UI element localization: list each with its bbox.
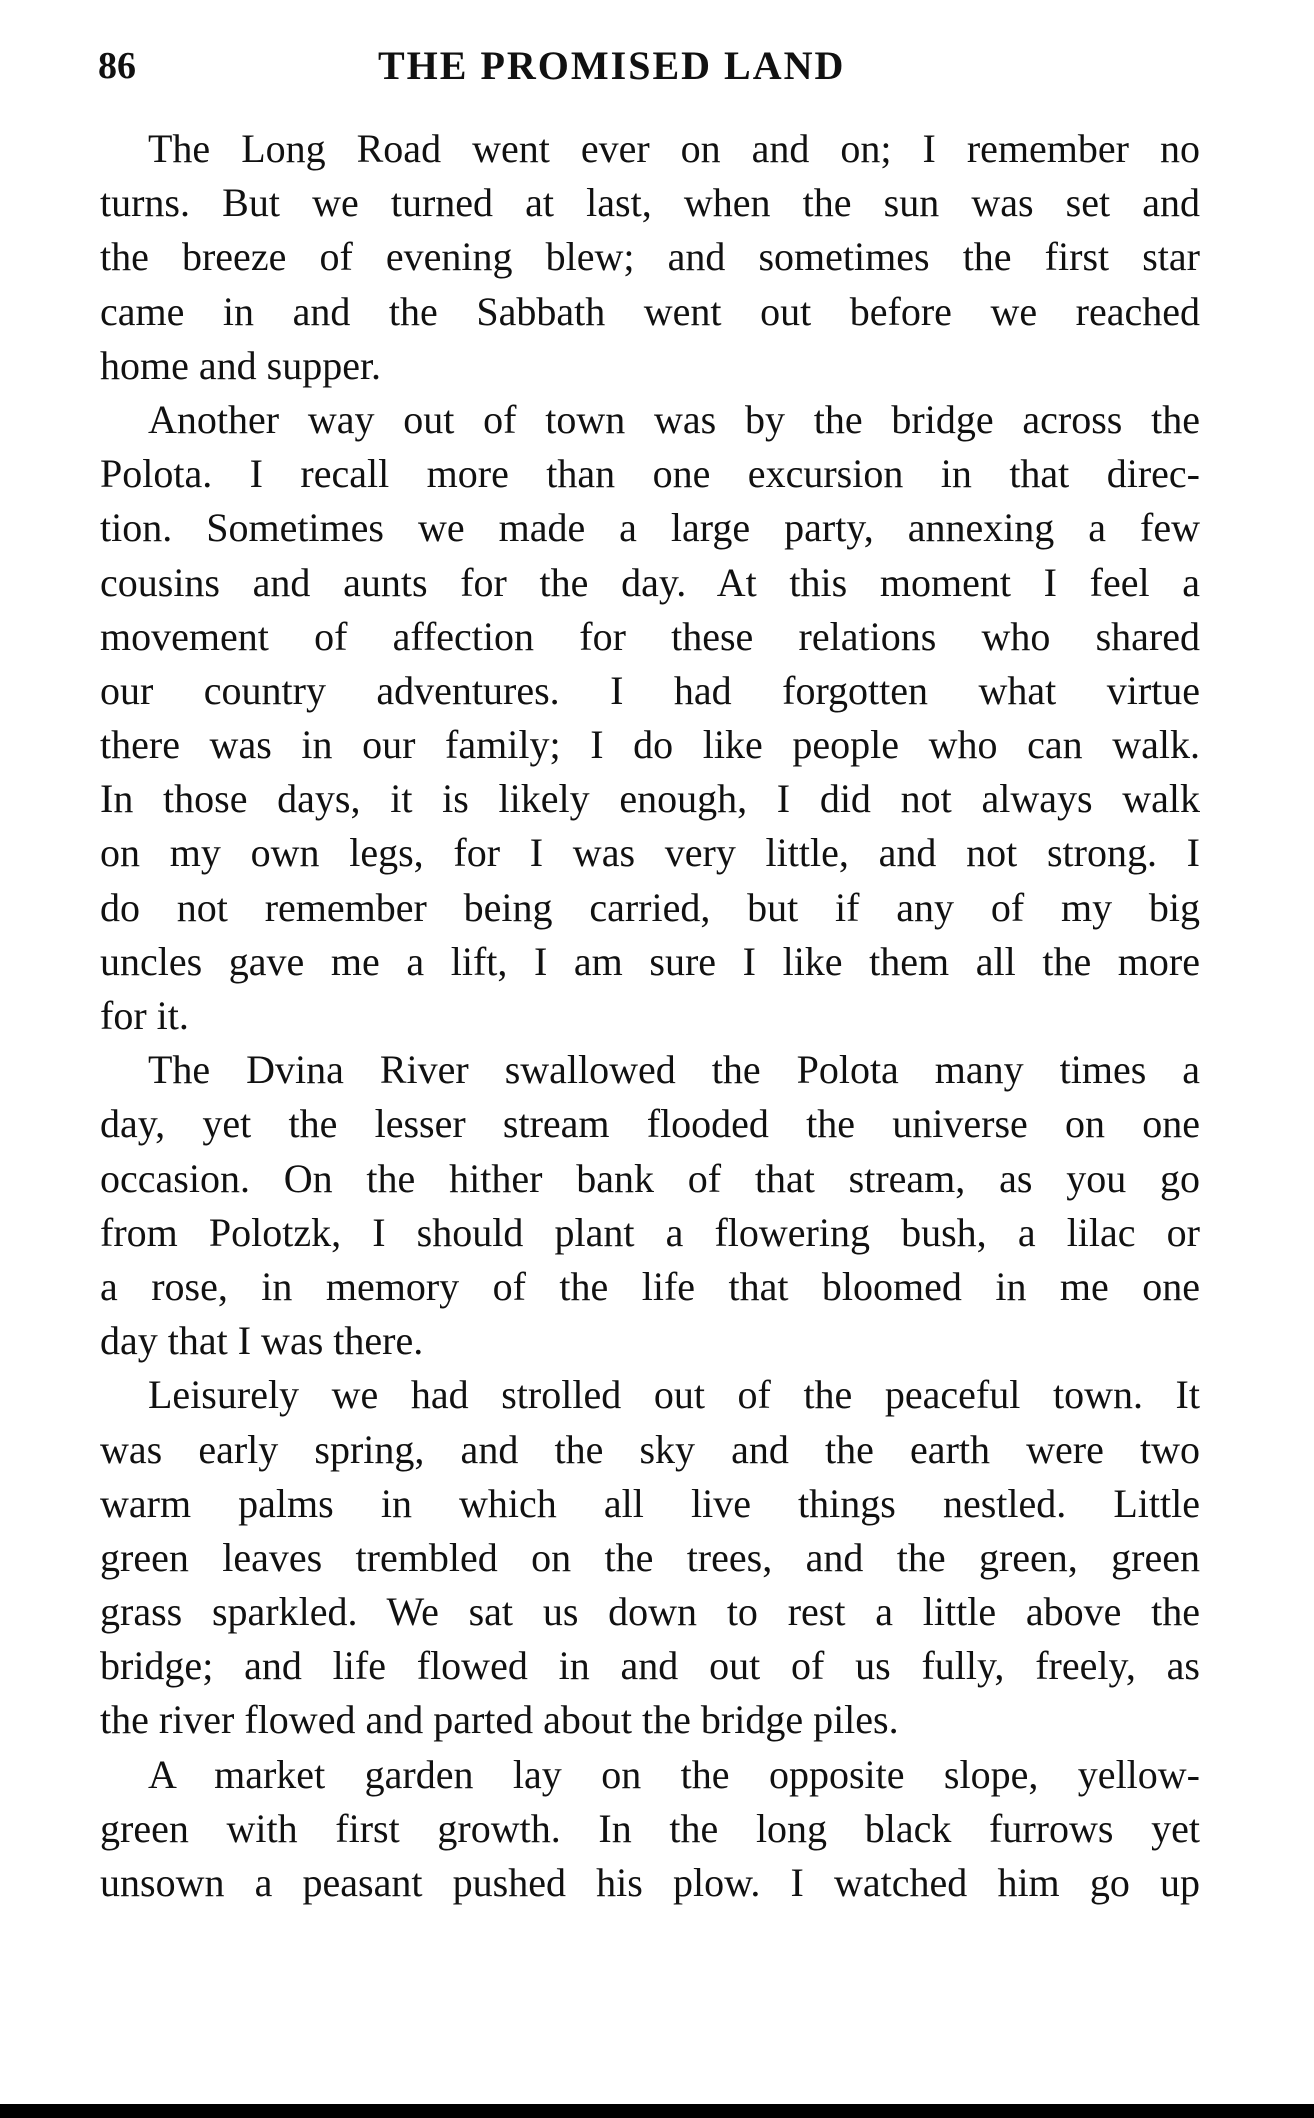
text-line: from Polotzk, I should plant a flowering bush, a lilac or xyxy=(100,1209,1200,1255)
text-line: unsown a peasant pushed his plow. I watched him go up xyxy=(100,1860,1200,1905)
running-title: THE PROMISED LAND xyxy=(378,43,846,88)
text-line: grass sparkled. We sat us down to rest a little above the xyxy=(100,1589,1200,1635)
paragraph xyxy=(100,393,1200,1043)
text-line: came in and the Sabbath went out before we reached xyxy=(100,288,1200,334)
text-line: uncles gave me a lift, I am sure I like them all the more xyxy=(100,938,1200,984)
paragraph xyxy=(100,1043,1200,1368)
text-line: our country adventures. I had forgotten what virtue xyxy=(100,667,1200,713)
text-line: Another way out of town was by the bridge across the xyxy=(148,396,1200,442)
text-line: do not remember being carried, but if any of my big xyxy=(100,884,1200,930)
text-line: cousins and aunts for the day. At this moment I feel a xyxy=(100,559,1200,605)
text-line: warm palms in which all live things nestled. Little xyxy=(100,1480,1200,1526)
body-text xyxy=(100,122,1200,1910)
text-line: a rose, in memory of the life that bloomed in me one xyxy=(100,1263,1200,1309)
text-line: the river flowed and parted about the bridge piles. xyxy=(100,1697,899,1743)
text-line: A market garden lay on the opposite slope, yellow- xyxy=(148,1751,1200,1797)
text-line: for it. xyxy=(100,993,189,1038)
text-line: The Dvina River swallowed the Polota many times a xyxy=(148,1047,1200,1093)
text-line: occasion. On the hither bank of that stream, as you go xyxy=(100,1155,1200,1201)
text-line: green with first growth. In the long black furrows yet xyxy=(100,1805,1200,1851)
page-number: 86 xyxy=(98,45,136,87)
text-line: turns. But we turned at last, when the sun was set and xyxy=(100,180,1200,226)
text-line: day that I was there. xyxy=(100,1318,424,1364)
text-line: The Long Road went ever on and on; I remember no xyxy=(148,126,1200,171)
text-line: home and supper. xyxy=(100,342,382,388)
paragraph xyxy=(100,1748,1200,1911)
text-line: In those days, it is likely enough, I did not always walk xyxy=(100,776,1200,822)
paragraph xyxy=(100,122,1200,393)
paragraph xyxy=(100,1368,1200,1747)
text-line: movement of affection for these relations who shared xyxy=(100,613,1200,659)
text-line: there was in our family; I do like people who can walk. xyxy=(100,722,1200,768)
text-line: bridge; and life flowed in and out of us fully, freely, as xyxy=(100,1643,1200,1689)
running-head xyxy=(98,36,1198,96)
text-line: Leisurely we had strolled out of the peaceful town. It xyxy=(148,1372,1200,1418)
text-line: green leaves trembled on the trees, and the green, green xyxy=(100,1534,1200,1580)
scan-edge xyxy=(0,2104,1314,2118)
text-line: tion. Sometimes we made a large party, annexing a few xyxy=(100,505,1200,551)
text-line: day, yet the lesser stream flooded the universe on one xyxy=(100,1101,1200,1147)
text-line: on my own legs, for I was very little, and not strong. I xyxy=(100,830,1200,876)
text-line: Polota. I recall more than one excursion in that direc- xyxy=(100,451,1200,497)
text-line: was early spring, and the sky and the earth were two xyxy=(100,1426,1200,1472)
text-line: the breeze of evening blew; and sometimes the first star xyxy=(100,234,1200,280)
